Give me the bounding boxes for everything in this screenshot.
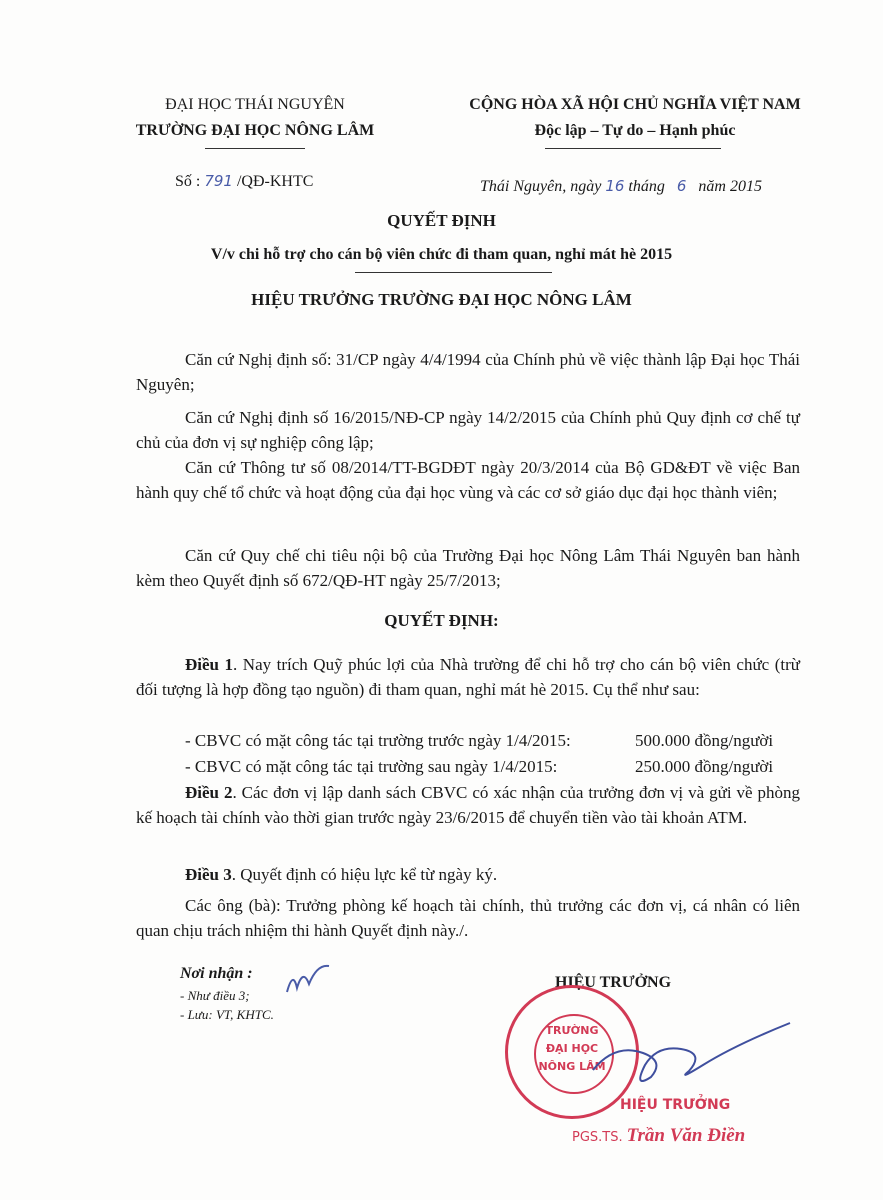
issuer-parent: ĐẠI HỌC THÁI NGUYÊN: [165, 96, 345, 113]
basis-2: Căn cứ Nghị định số 16/2015/NĐ-CP ngày 14/2/2015 của Chính phủ Quy định cơ chế tự chủ của đơn vị sự nghiệp công lập;: [136, 408, 800, 452]
date-day-handwritten: 16: [605, 177, 625, 195]
motto: Độc lập – Tự do – Hạnh phúc: [534, 122, 736, 139]
national-motto-block: [400, 92, 870, 144]
initials-mark: [283, 962, 333, 1002]
issuer-underline: [205, 148, 305, 149]
signer-name: [572, 1125, 745, 1147]
date-month-handwritten: 6: [676, 177, 687, 195]
recipients-block: [180, 965, 274, 1023]
recipients-label: Nơi nhận :: [180, 965, 253, 982]
authority-heading: HIỆU TRƯỞNG TRƯỜNG ĐẠI HỌC NÔNG LÂM: [251, 290, 632, 309]
recipient-1: - Như điều 3;: [180, 988, 250, 1003]
recipient-2: - Lưu: VT, KHTC.: [180, 1007, 274, 1022]
issuer-block: [120, 92, 390, 144]
seal-line-3: NÔNG LÂM: [538, 1060, 606, 1073]
country-name: CỘNG HÒA XÃ HỘI CHỦ NGHĨA VIỆT NAM: [469, 96, 801, 113]
article-1-text: . Nay trích Quỹ phúc lợi của Nhà trường để chi hỗ trợ cho cán bộ viên chức (trừ đối tượng là hợp đồng tạo nguồn) đi tham quan, nghỉ mát hè 2015. Cụ thể như sau:: [136, 655, 800, 699]
signer-prefix: PGS.TS.: [572, 1130, 623, 1145]
date-month-label: tháng: [628, 178, 665, 195]
allowance-row-2: [185, 757, 774, 777]
allowance-amount-1: 500.000 đồng/người: [635, 731, 774, 750]
decision-heading: QUYẾT ĐỊNH:: [384, 611, 499, 630]
ref-prefix: Số :: [175, 173, 201, 190]
date-year: năm 2015: [698, 178, 762, 195]
allowance-desc-2: - CBVC có mặt công tác tại trường sau ngày 1/4/2015:: [185, 757, 558, 776]
basis-4: Căn cứ Quy chế chi tiêu nội bộ của Trường Đại học Nông Lâm Thái Nguyên ban hành kèm theo Quyết định số 672/QĐ-HT ngày 25/7/2013;: [136, 546, 800, 590]
date-place: Thái Nguyên, ngày: [480, 178, 602, 195]
signature-title: HIỆU TRƯỞNG: [555, 974, 672, 991]
motto-underline: [545, 148, 721, 149]
article-2: [136, 780, 800, 830]
issuer-name: TRƯỜNG ĐẠI HỌC NÔNG LÂM: [135, 122, 375, 139]
issue-date: [480, 177, 762, 196]
subject-underline: [355, 272, 552, 273]
seal-line-2: ĐẠI HỌC: [545, 1042, 599, 1055]
ref-number-handwritten: 791: [204, 172, 233, 190]
reference-number: [175, 172, 313, 191]
stamp-title: HIỆU TRƯỞNG: [620, 1097, 731, 1113]
article-3: [136, 862, 800, 887]
article-3-label: Điều 3: [185, 865, 232, 884]
basis-1: Căn cứ Nghị định số: 31/CP ngày 4/4/1994 của Chính phủ về việc thành lập Đại học Thái Nguyên;: [136, 350, 800, 394]
article-2-text: . Các đơn vị lập danh sách CBVC có xác nhận của trưởng đơn vị và gửi về phòng kế hoạch tài chính vào thời gian trước ngày 23/6/2015 để chuyển tiền vào tài khoản ATM.: [136, 783, 801, 827]
document-title: QUYẾT ĐỊNH: [387, 211, 496, 230]
signature-scribble: [585, 1015, 795, 1095]
article-2-label: Điều 2: [185, 783, 233, 802]
allowance-desc-1: - CBVC có mặt công tác tại trường trước ngày 1/4/2015:: [185, 731, 571, 750]
article-1-label: Điều 1: [185, 655, 234, 674]
allowance-row-1: [185, 731, 774, 751]
seal-line-1: TRƯỜNG: [545, 1024, 599, 1037]
allowance-amount-2: 250.000 đồng/người: [635, 757, 774, 776]
closing-paragraph: Các ông (bà): Trưởng phòng kế hoạch tài chính, thủ trưởng các đơn vị, cá nhân có liên quan chịu trách nhiệm thi hành Quyết định này./.: [136, 896, 800, 940]
document-subject: V/v chi hỗ trợ cho cán bộ viên chức đi tham quan, nghỉ mát hè 2015: [210, 246, 673, 263]
article-3-text: . Quyết định có hiệu lực kể từ ngày ký.: [231, 865, 498, 884]
basis-3: Căn cứ Thông tư số 08/2014/TT-BGDĐT ngày 20/3/2014 của Bộ GD&ĐT về việc Ban hành quy chế tổ chức và hoạt động của đại học vùng và các cơ sở giáo dục đại học thành viên;: [136, 458, 800, 502]
ref-suffix: /QĐ-KHTC: [236, 173, 314, 190]
article-1: [136, 652, 800, 702]
signer-fullname: Trần Văn Điền: [626, 1125, 746, 1146]
